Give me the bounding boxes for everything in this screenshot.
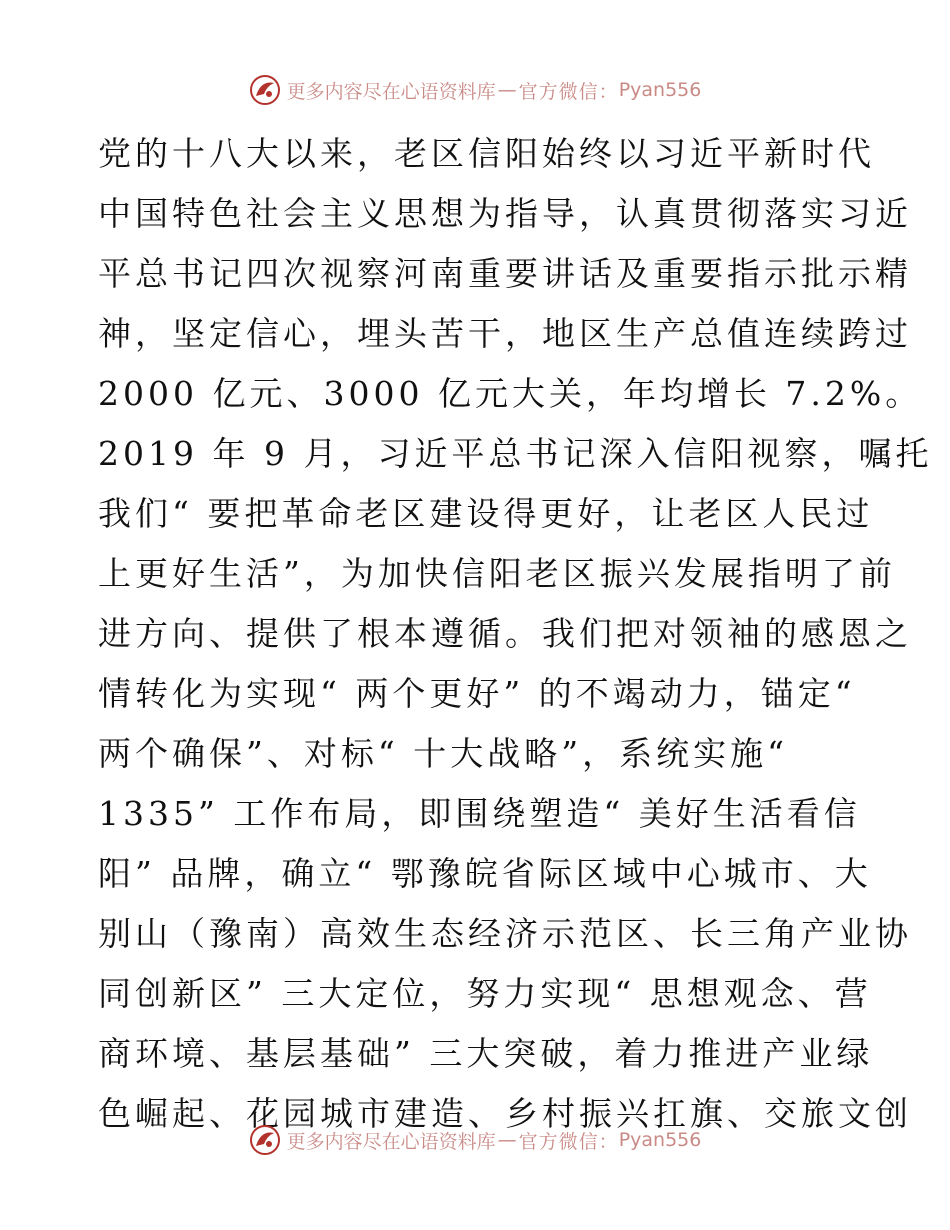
body-line: 商环境、基层基础” 三大突破，着力推进产业绿 bbox=[98, 1034, 874, 1073]
body-line: 中国特色社会主义思想为指导，认真贯彻落实习近 bbox=[98, 194, 912, 233]
body-line: 2019 年 9 月，习近平总书记深入信阳视察，嘱托 bbox=[98, 434, 933, 473]
watermark-main-text: 更多内容尽在心语资料库 bbox=[286, 80, 496, 103]
watermark-main-text: 更多内容尽在心语资料库 bbox=[286, 1130, 496, 1153]
body-line: 我们“ 要把革命老区建设得更好，让老区人民过 bbox=[98, 494, 874, 533]
body-line: 阳” 品牌，确立“ 鄂豫皖省际区域中心城市、大 bbox=[98, 854, 872, 893]
body-line: 平总书记四次视察河南重要讲话及重要指示批示精 bbox=[98, 254, 912, 293]
watermark-separator: — bbox=[497, 1129, 517, 1151]
body-line: 进方向、提供了根本遵循。我们把对领袖的感恩之 bbox=[98, 614, 912, 653]
header-watermark bbox=[0, 70, 950, 110]
watermark-handle: Pyan556 bbox=[618, 1129, 702, 1151]
body-line: 1335” 工作布局，即围绕塑造“ 美好生活看信 bbox=[98, 794, 861, 833]
body-line: 党的十八大以来，老区信阳始终以习近平新时代 bbox=[98, 134, 875, 173]
document-body bbox=[98, 124, 933, 1144]
footer-watermark bbox=[0, 1120, 950, 1160]
logo-emblem-icon bbox=[249, 1124, 281, 1156]
body-line: 2000 亿元、3000 亿元大关，年均增长 7.2%。 bbox=[98, 374, 923, 413]
body-line: 情转化为实现“ 两个更好” 的不竭动力，锚定“ bbox=[98, 674, 856, 713]
watermark-handle: Pyan556 bbox=[618, 79, 702, 101]
watermark-separator: — bbox=[497, 79, 517, 101]
watermark-label: 官方微信： bbox=[518, 80, 619, 103]
body-line: 同创新区” 三大定位，努力实现“ 思想观念、营 bbox=[98, 974, 872, 1013]
body-line: 上更好生活”，为加快信阳老区振兴发展指明了前 bbox=[98, 554, 896, 593]
body-line: 神，坚定信心，埋头苦干，地区生产总值连续跨过 bbox=[98, 314, 912, 353]
body-line: 色崛起、花园城市建造、乡村振兴扛旗、交旅文创 bbox=[98, 1094, 912, 1133]
body-line: 两个确保”、对标“ 十大战略”，系统实施“ bbox=[98, 734, 788, 773]
logo-emblem-icon bbox=[249, 74, 281, 106]
body-line: 别山（豫南）高效生态经济示范区、长三角产业协 bbox=[98, 914, 912, 953]
watermark-label: 官方微信： bbox=[518, 1130, 619, 1153]
